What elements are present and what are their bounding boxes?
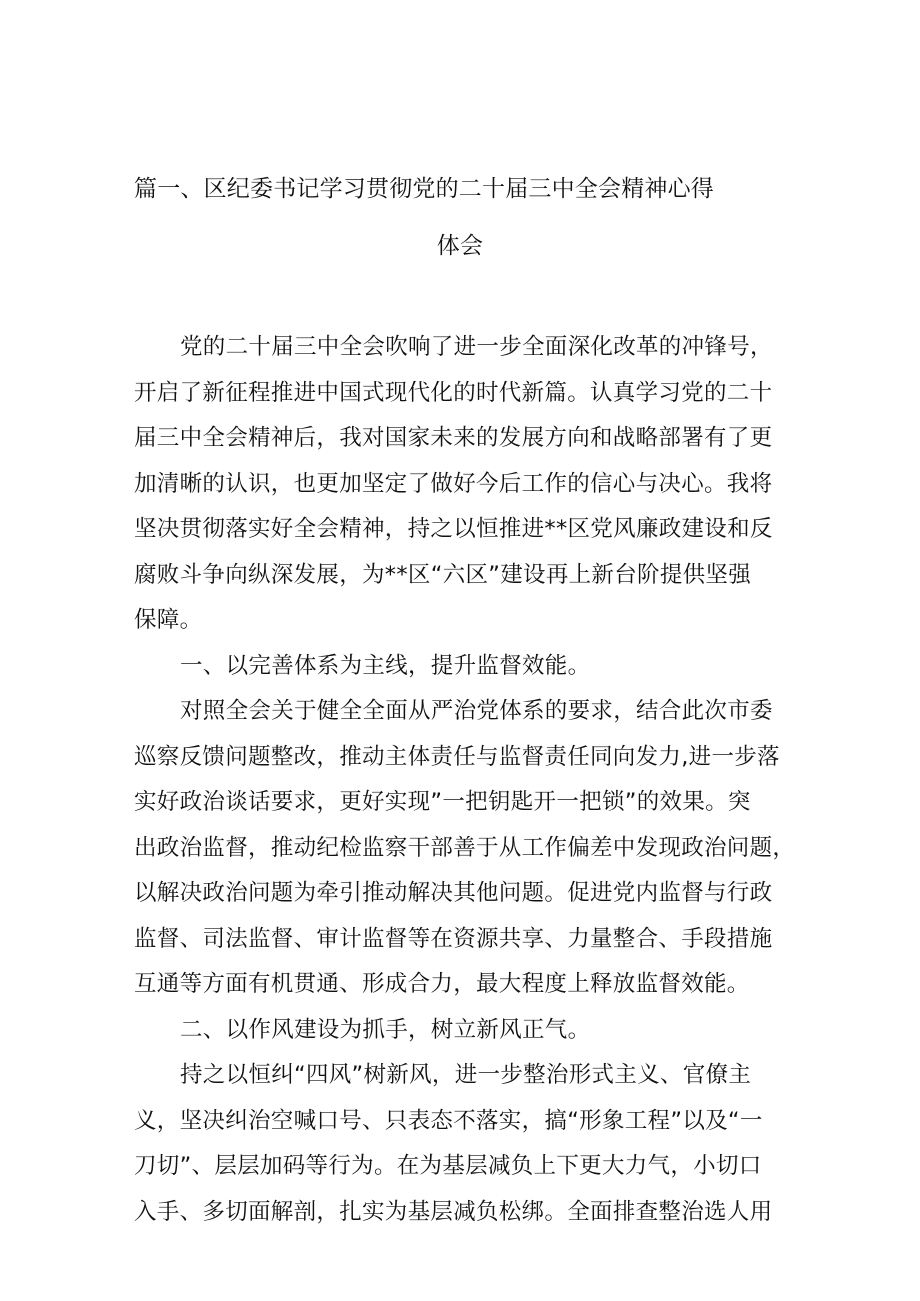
section-heading: 二、以作风建设为抓手，树立新风正气。 — [180, 1016, 591, 1043]
body-line: 开启了新征程推进中国式现代化的时代新篇。认真学习党的二十 — [134, 379, 773, 406]
body-line: 坚决贯彻落实好全会精神，持之以恒推进**区党风廉政建设和反 — [134, 516, 773, 542]
document-body — [134, 325, 794, 1235]
body-line: 巡察反馈问题整改，推动主体责任与监督责任同向发力,进一步落 — [134, 743, 780, 770]
section-heading: 一、以完善体系为主线，提升监督效能。 — [180, 652, 591, 679]
body-line: 以解决政治问题为牵引推动解决其他问题。促进党内监督与行政 — [134, 880, 773, 906]
body-line: 保障。 — [134, 607, 203, 633]
document-title-line-1: 篇一、区纪委书记学习贯彻党的二十届三中全会精神心得 — [134, 176, 714, 202]
body-line: 腐败斗争向纵深发展，为**区“六区”建设再上新台阶提供坚强 — [134, 561, 752, 588]
body-line: 届三中全会精神后，我对国家未来的发展方向和战略部署有了更 — [134, 425, 773, 451]
body-line: 出政治监督，推动纪检监察干部善于从工作偏差中发现政治问题， — [134, 834, 796, 861]
body-line: 实好政治谈话要求，更好实现”一把钥匙开一把锁”的效果。突 — [134, 789, 751, 815]
body-line: 对照全会关于健全全面从严治党体系的要求，结合此次市委 — [180, 698, 773, 724]
document-title-line-2: 体会 — [436, 233, 484, 259]
body-line: 党的二十届三中全会吹响了进一步全面深化改革的冲锋号， — [180, 334, 773, 360]
body-line: 监督、司法监督、审计监督等在资源共享、力量整合、手段措施 — [134, 925, 773, 952]
body-line: 持之以恒纠“四风”树新风，进一步整治形式主义、官僚主 — [180, 1062, 752, 1088]
body-line: 入手、多切面解剖，扎实为基层减负松绑。全面排查整治选人用 — [134, 1198, 773, 1225]
body-line: 刀切”、层层加码等行为。在为基层减负上下更大力气，小切口 — [134, 1153, 762, 1179]
body-line: 加清晰的认识，也更加坚定了做好今后工作的信心与决心。我将 — [134, 470, 773, 497]
body-line: 义，坚决纠治空喊口号、只表态不落实，搞“形象工程”以及“一 — [134, 1107, 763, 1134]
body-line: 互通等方面有机贯通、形成合力，最大程度上释放监督效能。 — [134, 971, 750, 997]
